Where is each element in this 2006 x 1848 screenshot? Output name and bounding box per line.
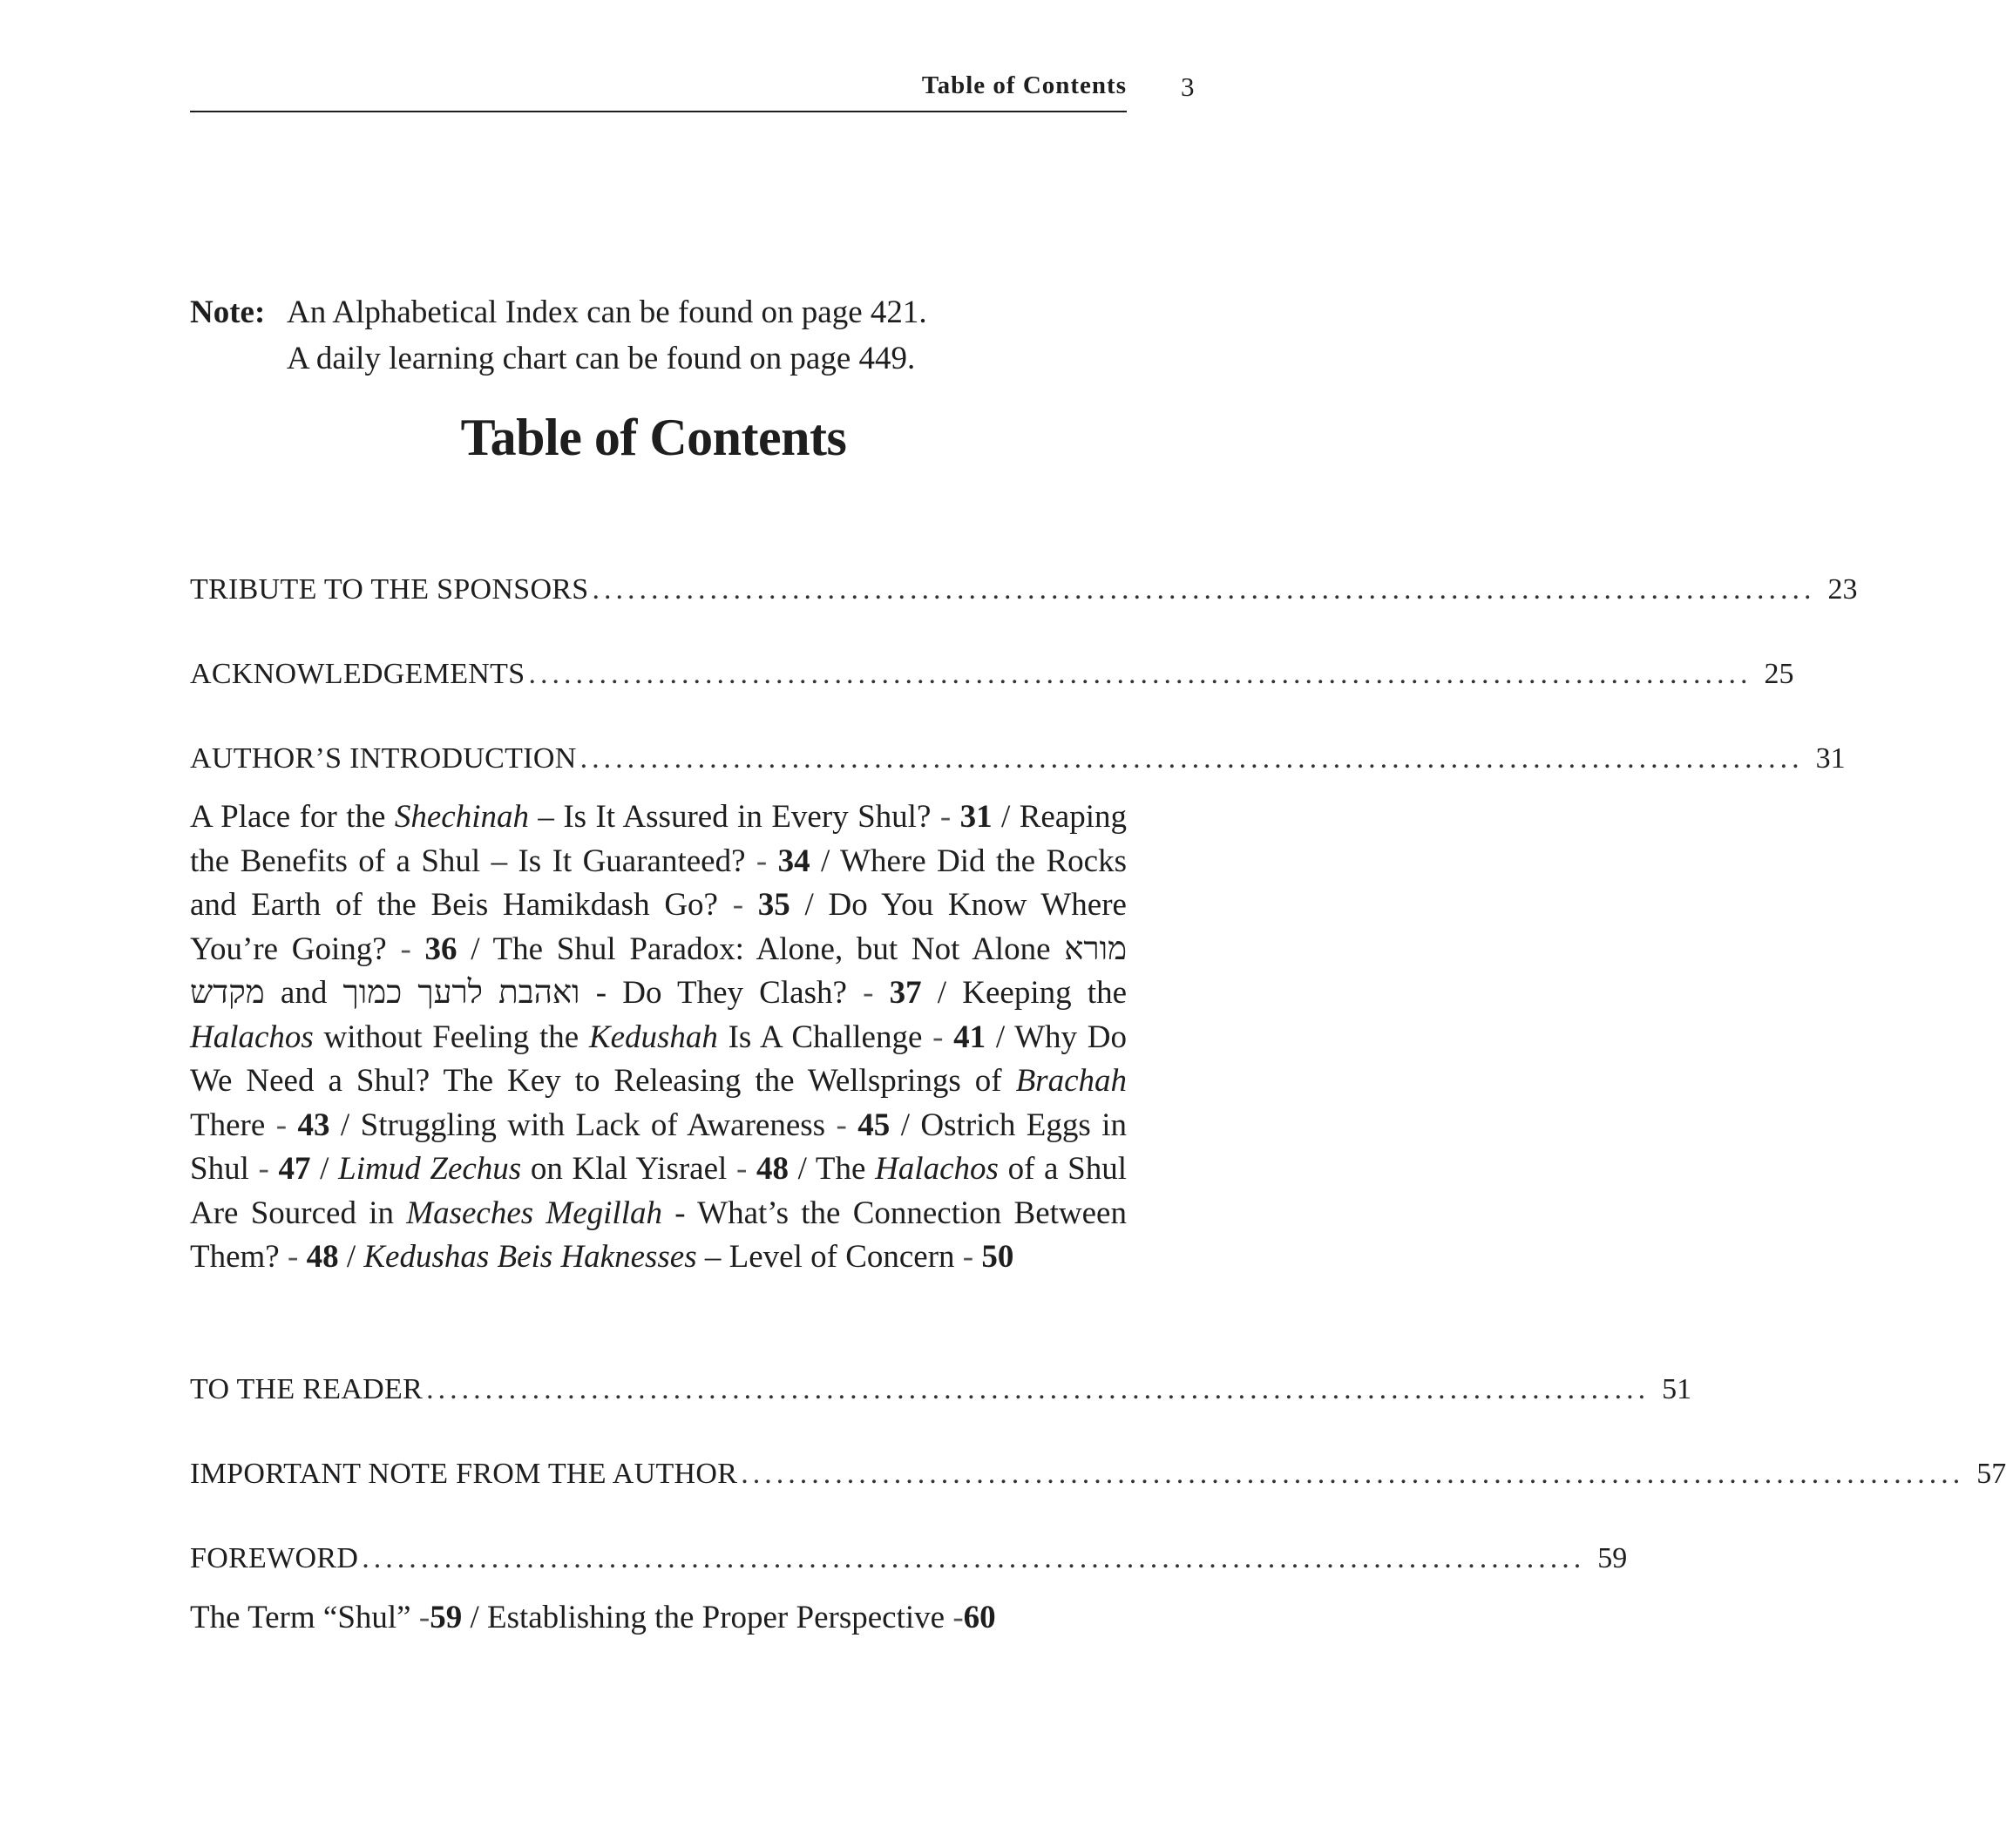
- toc-page: 25: [1764, 658, 1794, 690]
- toc-entry-author-note[interactable]: [190, 1452, 2006, 1491]
- text-span: – Is It Assured in Every Shul?: [528, 799, 940, 835]
- hebrew-text: מורא מקדש: [190, 931, 1127, 1011]
- text-span: / Struggling with Lack of Awareness: [329, 1107, 837, 1143]
- note-label: Note:: [190, 294, 266, 330]
- hebrew-text: ואהבת לרעך כמוך: [342, 975, 580, 1011]
- text-span: Is A Challenge: [717, 1019, 933, 1055]
- toc-page: 51: [1662, 1373, 1692, 1405]
- text-span: Shechinah: [394, 799, 529, 835]
- text-span: / Ostrich Eggs in Shul: [190, 1107, 1127, 1187]
- text-span: Limud Zechus: [338, 1151, 522, 1187]
- toc-entry-sponsors[interactable]: [190, 568, 1858, 606]
- foreword-subtopics: [190, 1596, 1127, 1641]
- subtopic-page: 41: [953, 1019, 986, 1055]
- toc-label: FOREWORD: [190, 1542, 359, 1574]
- toc-label: TO THE READER: [190, 1373, 424, 1405]
- text-span: / Where Did the Rocks and Earth of the Beis Hamikdash Go?: [190, 843, 1127, 923]
- toc-page: 59: [1597, 1542, 1628, 1574]
- text-span: / The Shul Paradox: Alone, but Not Alone: [457, 931, 1065, 967]
- subtopic-page: 34: [777, 843, 810, 879]
- leader-dots: ........................................................................................................: [579, 742, 1804, 775]
- text-span: Kedushas Beis Haknesses: [363, 1239, 697, 1275]
- text-span: / Why Do We Need a Shul? The Key to Releasing the Wellsprings of: [190, 1019, 1127, 1099]
- leader-dots: ........................................................................................................: [426, 1373, 1650, 1405]
- toc-page: 31: [1815, 742, 1846, 775]
- separator-dash: -: [962, 1239, 982, 1275]
- toc-label: IMPORTANT NOTE FROM THE AUTHOR: [190, 1458, 738, 1490]
- toc-page: 57: [1976, 1458, 2006, 1490]
- separator-dash: -: [836, 1107, 858, 1143]
- text-span: / Keeping the: [921, 975, 1127, 1011]
- introduction-subtopics: [190, 795, 1127, 1280]
- text-span: There: [190, 1107, 276, 1143]
- separator-dash: -: [939, 799, 960, 835]
- subtopic-page: 35: [757, 887, 790, 923]
- separator-dash: -: [756, 843, 778, 879]
- subtopic-page: 36: [424, 931, 457, 967]
- leader-dots: ........................................................................................................: [741, 1458, 1965, 1490]
- toc-label: AUTHOR’S INTRODUCTION: [190, 742, 577, 775]
- toc-entry-acknowledgements[interactable]: [190, 653, 1794, 691]
- separator-dash: -: [732, 887, 758, 923]
- text-span: A Place for the: [190, 799, 395, 835]
- text-span: Brachah: [1015, 1063, 1127, 1099]
- text-span: and: [264, 975, 343, 1011]
- separator-dash: -: [400, 931, 425, 967]
- text-span: – Level of Concern: [696, 1239, 963, 1275]
- subtopic-page: 60: [963, 1600, 996, 1635]
- toc-page: 23: [1827, 573, 1858, 606]
- subtopic-page: 43: [297, 1107, 330, 1143]
- leader-dots: ........................................................................................................: [362, 1542, 1586, 1574]
- separator-dash: -: [258, 1151, 279, 1187]
- toc-entry-introduction[interactable]: [190, 737, 1846, 775]
- text-span: / The: [788, 1151, 876, 1187]
- leader-dots: ........................................................................................................: [592, 573, 1816, 606]
- subtopic-page: 48: [756, 1151, 789, 1187]
- text-span: / Establishing the Proper Perspective: [462, 1600, 953, 1635]
- text-span: Maseches Megillah: [406, 1195, 662, 1231]
- text-span: on Klal Yisrael: [521, 1151, 736, 1187]
- note-line-2: A daily learning chart can be found on page 449.: [287, 341, 916, 376]
- running-title: Table of Contents: [921, 71, 1127, 99]
- toc-label: TRIBUTE TO THE SPONSORS: [190, 573, 589, 606]
- subtopic-page: 47: [278, 1151, 311, 1187]
- subtopic-page: 37: [889, 975, 922, 1011]
- text-span: /: [310, 1151, 339, 1187]
- text-span: The Term “Shul”: [190, 1600, 419, 1635]
- separator-dash: -: [952, 1600, 964, 1635]
- text-span: Halachos: [875, 1151, 999, 1187]
- text-span: / Reaping the Benefits of a Shul – Is It Guaranteed?: [190, 799, 1127, 879]
- text-span: of a Shul Are Sourced in: [190, 1151, 1127, 1231]
- text-span: Halachos: [190, 1019, 314, 1055]
- text-span: /: [338, 1239, 364, 1275]
- text-span: Kedushah: [588, 1019, 718, 1055]
- text-span: without Feeling the: [313, 1019, 589, 1055]
- separator-dash: -: [418, 1600, 430, 1635]
- subtopic-page: 31: [959, 799, 993, 835]
- subtopic-page: 45: [857, 1107, 891, 1143]
- subtopic-page: 48: [306, 1239, 339, 1275]
- separator-dash: -: [275, 1107, 298, 1143]
- separator-dash: -: [863, 975, 890, 1011]
- text-span: - What’s the Connection Between Them?: [190, 1195, 1127, 1275]
- separator-dash: -: [735, 1151, 756, 1187]
- separator-dash: -: [287, 1239, 307, 1275]
- subtopic-page: 59: [430, 1600, 463, 1635]
- text-span: / Do You Know Where You’re Going?: [190, 887, 1127, 967]
- toc-label: ACKNOWLEDGEMENTS: [190, 658, 525, 690]
- page-number: 3: [1181, 71, 1195, 102]
- note: [190, 289, 1149, 382]
- text-span: - Do They Clash?: [579, 975, 864, 1011]
- leader-dots: ........................................................................................................: [528, 658, 1752, 690]
- toc-entry-reader[interactable]: [190, 1368, 1692, 1406]
- separator-dash: -: [932, 1019, 954, 1055]
- page-title: Table of Contents: [460, 409, 847, 466]
- running-head: [190, 71, 1127, 112]
- note-line-1: An Alphabetical Index can be found on page 421.: [287, 294, 927, 330]
- toc-entry-foreword[interactable]: [190, 1537, 1628, 1575]
- subtopic-page: 50: [981, 1239, 1014, 1275]
